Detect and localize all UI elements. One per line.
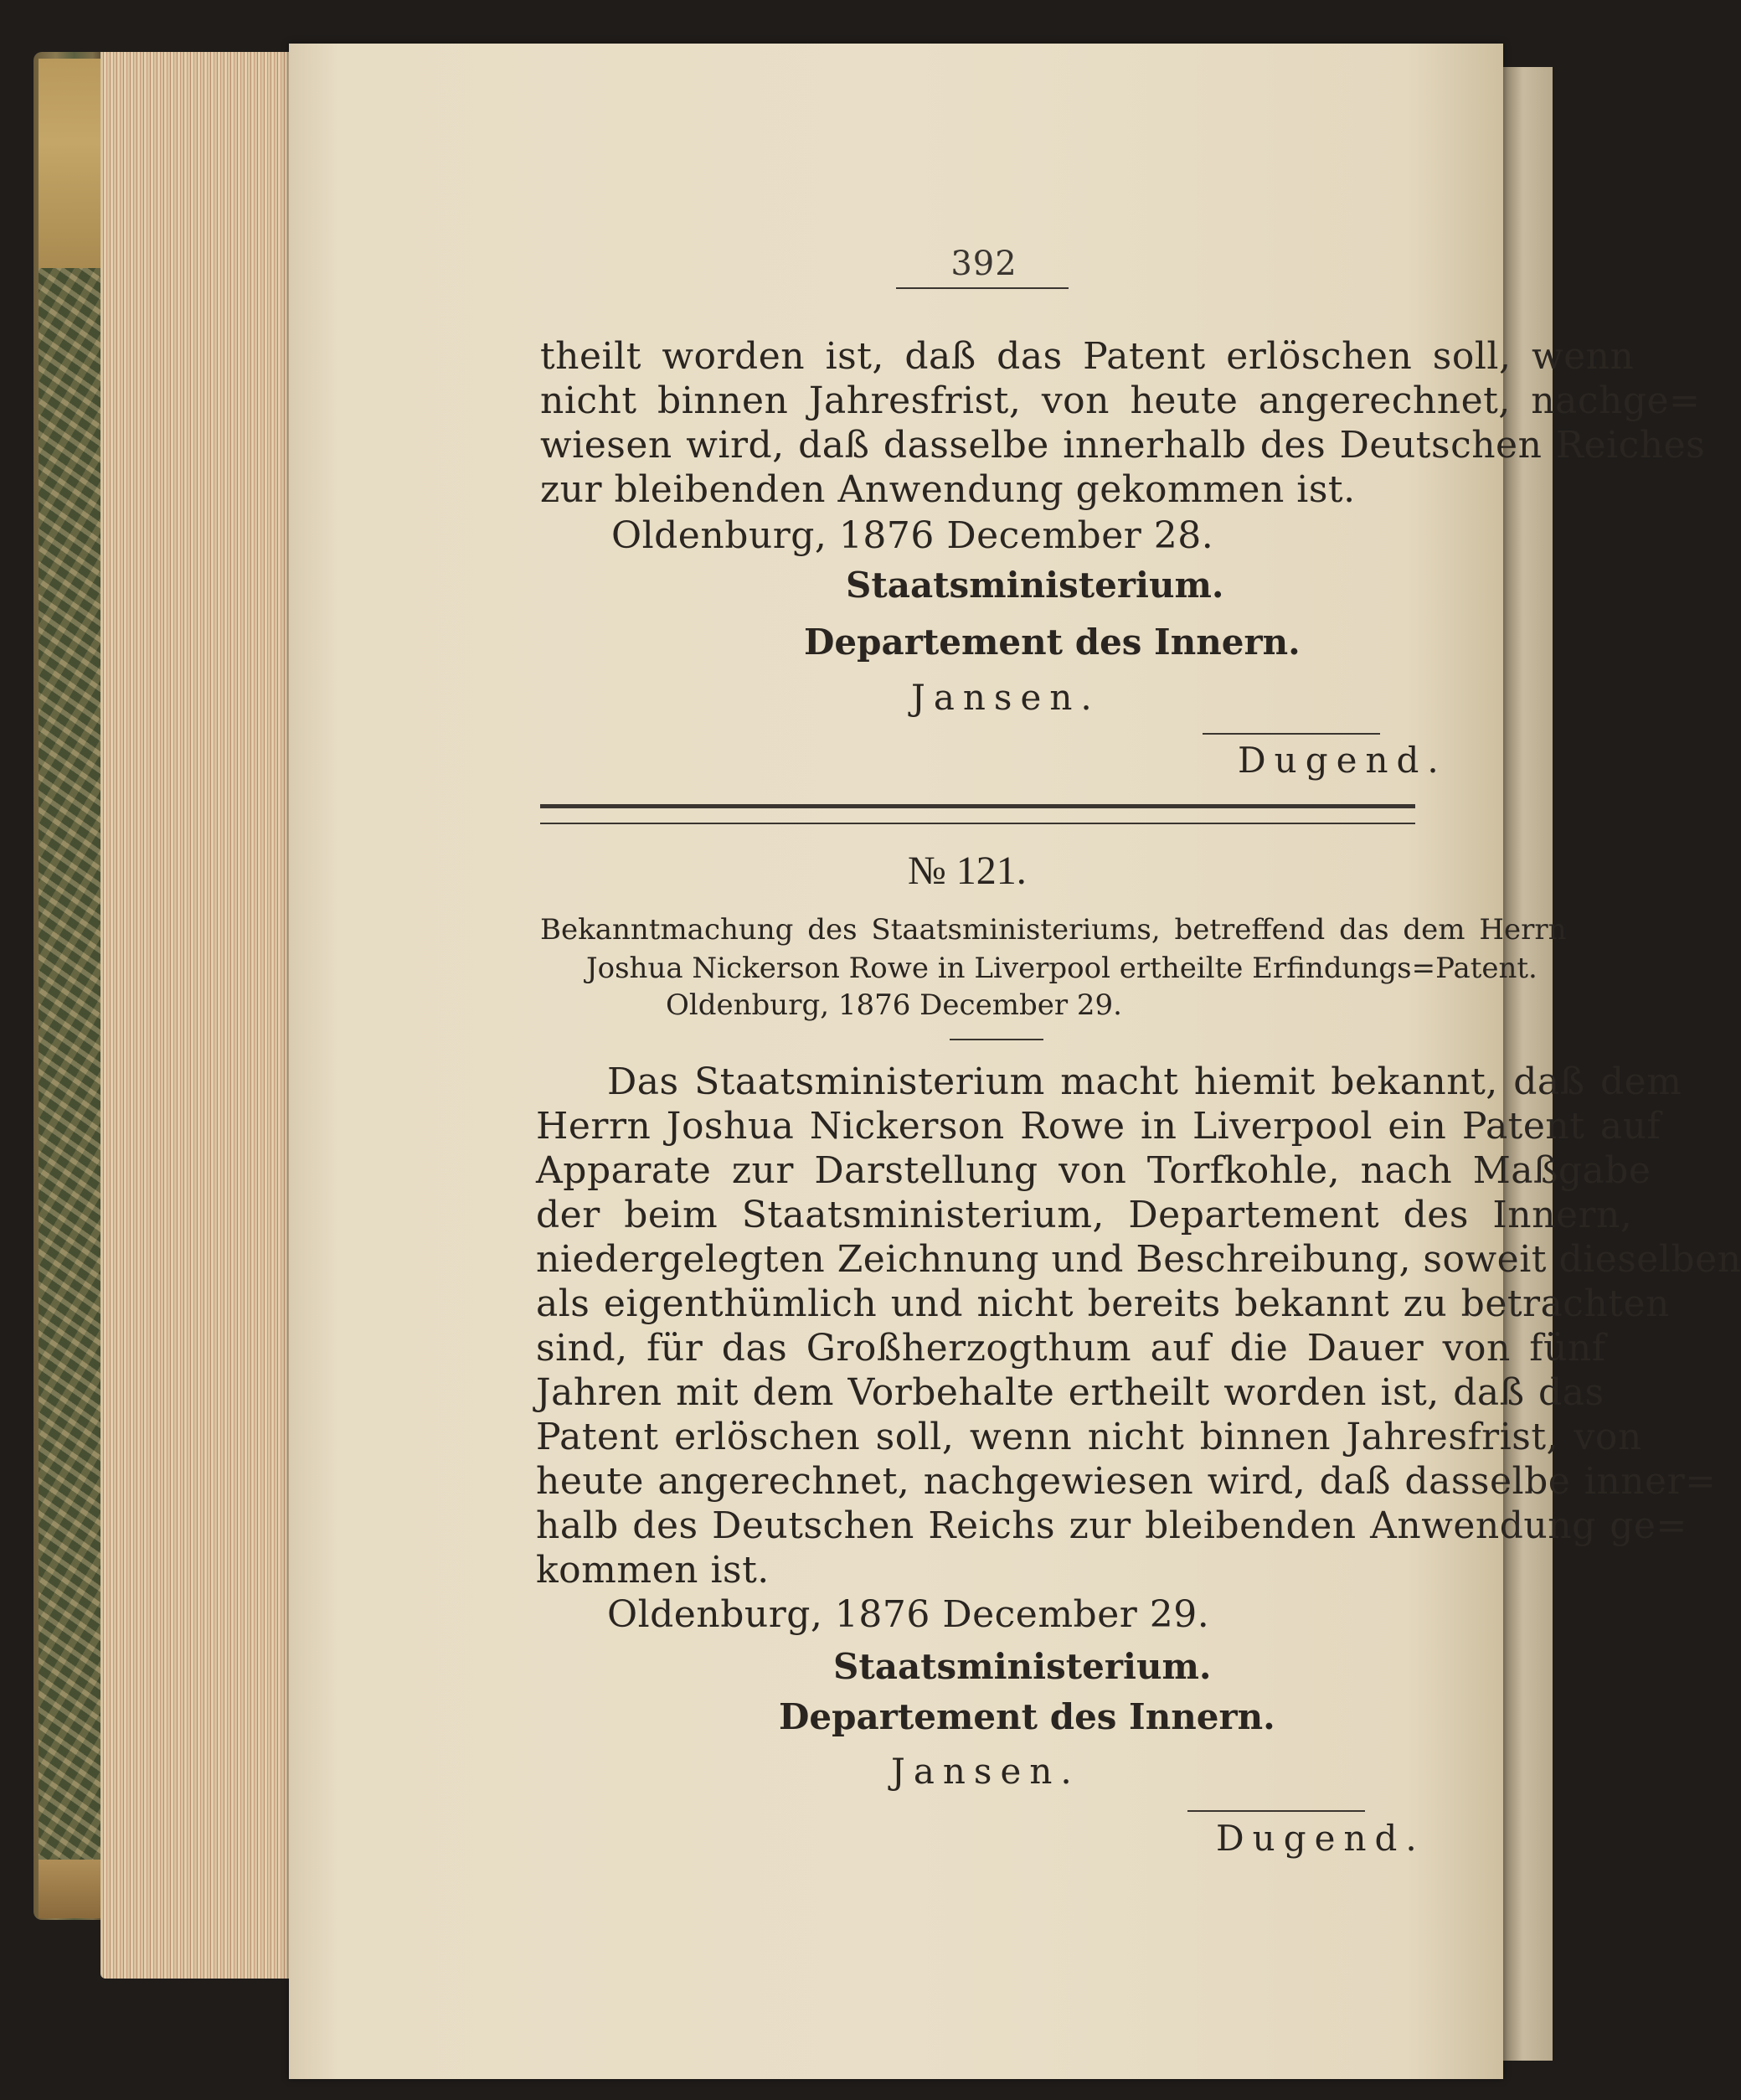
notice-intro-line-1: Bekanntmachung des Staatsministeriums, betreffend das dem Herrn [540, 913, 1567, 947]
section-separator-thin [540, 823, 1415, 824]
notice-body-line-7: sind, für das Großherzogthum auf die Dauer von fünf [536, 1327, 1606, 1370]
notice-signature-rule [1187, 1810, 1365, 1812]
signature-rule [1203, 733, 1380, 735]
notice-place-date: Oldenburg, 1876 December 29. [607, 1593, 1210, 1636]
page-stack-edges [100, 52, 301, 1979]
first-notice-line-1: theilt worden ist, daß das Patent erlöschen soll, wenn [540, 335, 1635, 378]
notice-ministry: Staatsministerium. [833, 1646, 1212, 1687]
first-notice-line-4: zur bleibenden Anwendung gekommen ist. [540, 468, 1356, 511]
intro-rule [950, 1039, 1043, 1040]
notice-signatory-right: Dugend. [1216, 1818, 1425, 1859]
first-notice-line-2: nicht binnen Jahresfrist, von heute angerechnet, nachge= [540, 379, 1701, 422]
header-rule [896, 287, 1069, 289]
first-notice-signatory-left: Jansen. [911, 677, 1100, 718]
notice-body-line-6: als eigenthümlich und nicht bereits bekannt zu betrachten [536, 1282, 1670, 1325]
first-notice-ministry: Staatsministerium. [846, 565, 1224, 606]
first-notice-department: Departement des Innern. [804, 622, 1301, 663]
notice-body-line-2: Herrn Joshua Nickerson Rowe in Liverpool ein Patent auf [536, 1105, 1661, 1148]
marbled-cover [39, 268, 100, 1860]
book-spine-leather-top [39, 59, 100, 268]
notice-body-line-1: Das Staatsministerium macht hiemit bekannt, daß dem [607, 1060, 1682, 1103]
notice-number: № 121. [908, 849, 1027, 893]
book-spine-leather-bottom [39, 1860, 100, 1918]
notice-body-line-9: Patent erlöschen soll, wenn nicht binnen Jahresfrist, von [536, 1416, 1642, 1458]
notice-intro-line-3: Oldenburg, 1876 December 29. [666, 988, 1122, 1022]
notice-department: Departement des Innern. [779, 1696, 1275, 1737]
notice-body-line-11: halb des Deutschen Reichs zur bleibenden Anwendung ge= [536, 1504, 1687, 1547]
first-notice-line-3: wiesen wird, daß dasselbe innerhalb des Deutschen Reiches [540, 424, 1706, 467]
notice-body-line-5: niedergelegten Zeichnung und Beschreibung, soweit dieselben [536, 1238, 1741, 1281]
notice-body-line-10: heute angerechnet, nachgewiesen wird, daß dasselbe inner= [536, 1460, 1717, 1503]
page-number: 392 [950, 245, 1017, 283]
first-notice-signatory-right: Dugend. [1238, 740, 1447, 781]
first-notice-place-date: Oldenburg, 1876 December 28. [611, 514, 1214, 557]
notice-body-line-3: Apparate zur Darstellung von Torfkohle, nach Maßgabe [536, 1149, 1651, 1192]
notice-signatory-left: Jansen. [891, 1751, 1080, 1792]
notice-body-line-8: Jahren mit dem Vorbehalte ertheilt worden ist, daß das [536, 1371, 1605, 1414]
notice-body-line-4: der beim Staatsministerium, Departement des Innern, [536, 1194, 1633, 1236]
notice-body-line-12: kommen ist. [536, 1549, 770, 1592]
section-separator-thick [540, 804, 1415, 808]
notice-intro-line-2: Joshua Nickerson Rowe in Liverpool ertheilte Erfindungs=Patent. [586, 952, 1538, 985]
